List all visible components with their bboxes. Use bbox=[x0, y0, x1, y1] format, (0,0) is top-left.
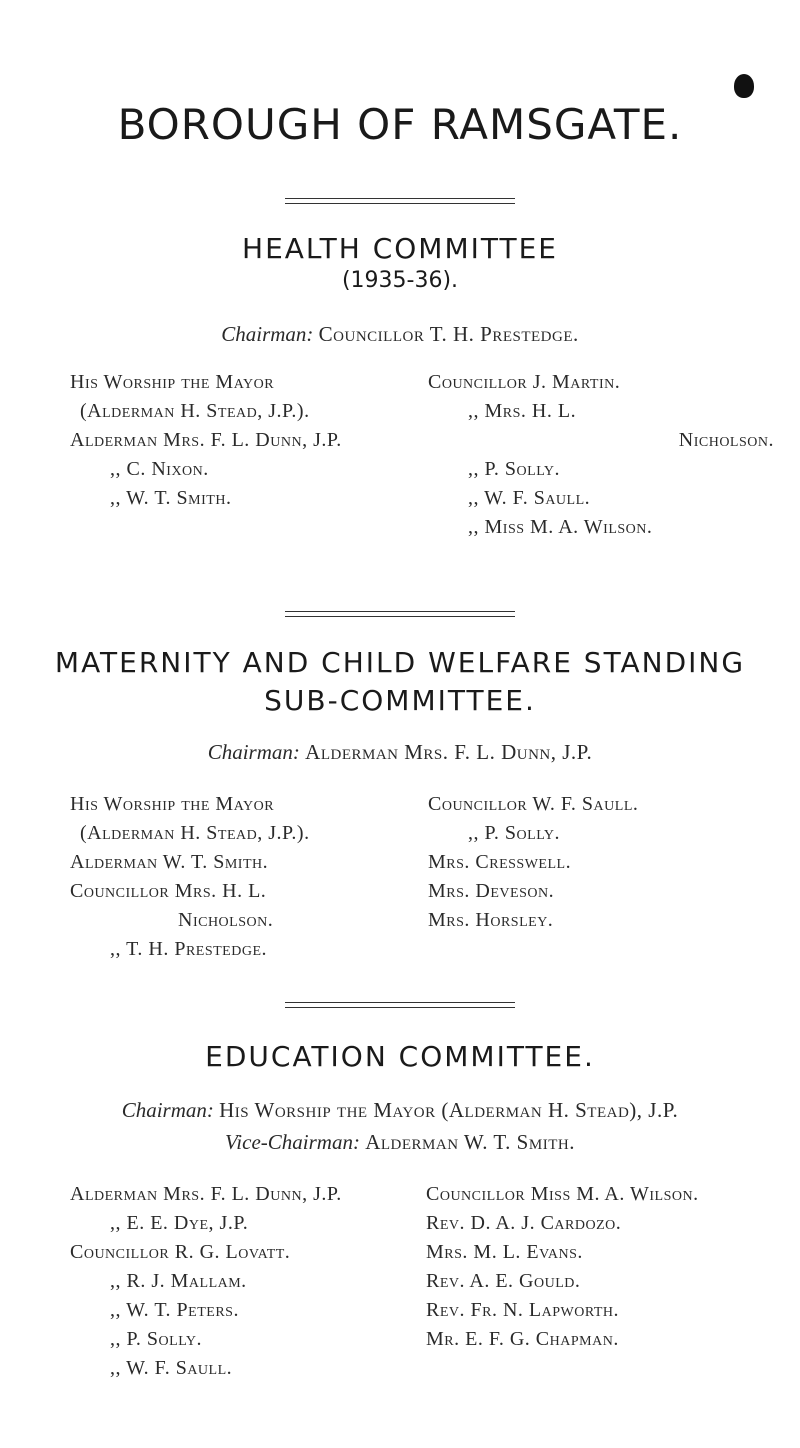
divider bbox=[285, 616, 515, 617]
education-title: EDUCATION COMMITTEE. bbox=[205, 1040, 595, 1073]
divider bbox=[285, 203, 515, 204]
member: Alderman W. T. Smith. bbox=[70, 851, 269, 873]
member: His Worship the Mayor bbox=[70, 793, 275, 815]
member: Councillor Miss M. A. Wilson. bbox=[426, 1183, 699, 1205]
maternity-title-line2: SUB-COMMITTEE. bbox=[264, 684, 536, 717]
member: ,, P. Solly. bbox=[468, 458, 560, 480]
member: ,, P. Solly. bbox=[468, 822, 560, 844]
member: Alderman Mrs. F. L. Dunn, J.P. bbox=[70, 1183, 342, 1205]
member: ,, Miss M. A. Wilson. bbox=[468, 516, 653, 538]
member: ,, W. F. Saull. bbox=[468, 487, 591, 509]
member: ,, W. F. Saull. bbox=[110, 1357, 233, 1379]
member: ,, W. T. Smith. bbox=[110, 487, 232, 509]
member: (Alderman H. Stead, J.P.). bbox=[80, 822, 310, 844]
member: Councillor Mrs. H. L. bbox=[70, 880, 267, 902]
member: ,, Mrs. H. L. bbox=[468, 400, 577, 422]
member: Mr. E. F. G. Chapman. bbox=[426, 1328, 619, 1350]
member: Alderman Mrs. F. L. Dunn, J.P. bbox=[70, 429, 342, 451]
health-committee-years: (1935-36). bbox=[341, 268, 459, 293]
member: ,, P. Solly. bbox=[110, 1328, 202, 1350]
health-committee-title: HEALTH COMMITTEE bbox=[242, 232, 558, 265]
member: ,, T. H. Prestedge. bbox=[110, 938, 267, 960]
divider bbox=[285, 1002, 515, 1003]
maternity-title-line1: MATERNITY AND CHILD WELFARE STANDING bbox=[54, 646, 746, 679]
member: Mrs. Cresswell. bbox=[428, 851, 572, 873]
member: Nicholson. bbox=[678, 429, 774, 451]
member: Rev. A. E. Gould. bbox=[426, 1270, 581, 1292]
member: Mrs. Horsley. bbox=[428, 909, 554, 931]
chairman-value: Alderman Mrs. F. L. Dunn, J.P. bbox=[305, 740, 593, 764]
maternity-chairman bbox=[0, 740, 800, 765]
divider bbox=[285, 198, 515, 199]
member: Rev. Fr. N. Lapworth. bbox=[426, 1299, 620, 1321]
member: ,, E. E. Dye, J.P. bbox=[110, 1212, 249, 1234]
education-chairman bbox=[0, 1098, 800, 1123]
member: His Worship the Mayor bbox=[70, 371, 275, 393]
divider bbox=[285, 1007, 515, 1008]
corner-mark bbox=[734, 74, 754, 98]
member: Councillor J. Martin. bbox=[428, 371, 621, 393]
vice-chairman-value: Alderman W. T. Smith. bbox=[365, 1130, 575, 1154]
maternity-members-right bbox=[428, 790, 638, 935]
page-title: BOROUGH OF RAMSGATE. bbox=[117, 100, 683, 149]
member: Mrs. M. L. Evans. bbox=[426, 1241, 583, 1263]
member: Councillor W. F. Saull. bbox=[428, 793, 639, 815]
member: (Alderman H. Stead, J.P.). bbox=[80, 400, 310, 422]
health-members-left bbox=[70, 368, 342, 513]
member: Mrs. Deveson. bbox=[428, 880, 555, 902]
health-members-right bbox=[428, 368, 774, 542]
education-members-right bbox=[426, 1180, 699, 1354]
health-chairman bbox=[0, 322, 800, 347]
member: ,, W. T. Peters. bbox=[110, 1299, 239, 1321]
chairman-label: Chairman: bbox=[221, 322, 314, 346]
chairman-value: Councillor T. H. Prestedge. bbox=[318, 322, 579, 346]
chairman-label: Chairman: bbox=[207, 740, 300, 764]
education-vice-chairman bbox=[0, 1130, 800, 1155]
member: ,, R. J. Mallam. bbox=[110, 1270, 247, 1292]
vice-chairman-label: Vice-Chairman: bbox=[225, 1130, 360, 1154]
chairman-label: Chairman: bbox=[121, 1098, 214, 1122]
member: Councillor R. G. Lovatt. bbox=[70, 1241, 291, 1263]
member: Rev. D. A. J. Cardozo. bbox=[426, 1212, 622, 1234]
divider bbox=[285, 611, 515, 612]
member: ,, C. Nixon. bbox=[110, 458, 209, 480]
maternity-members-left bbox=[70, 790, 310, 964]
member: Nicholson. bbox=[178, 909, 274, 931]
education-members-left bbox=[70, 1180, 342, 1383]
chairman-value: His Worship the Mayor (Alderman H. Stead), J.P. bbox=[219, 1098, 679, 1122]
